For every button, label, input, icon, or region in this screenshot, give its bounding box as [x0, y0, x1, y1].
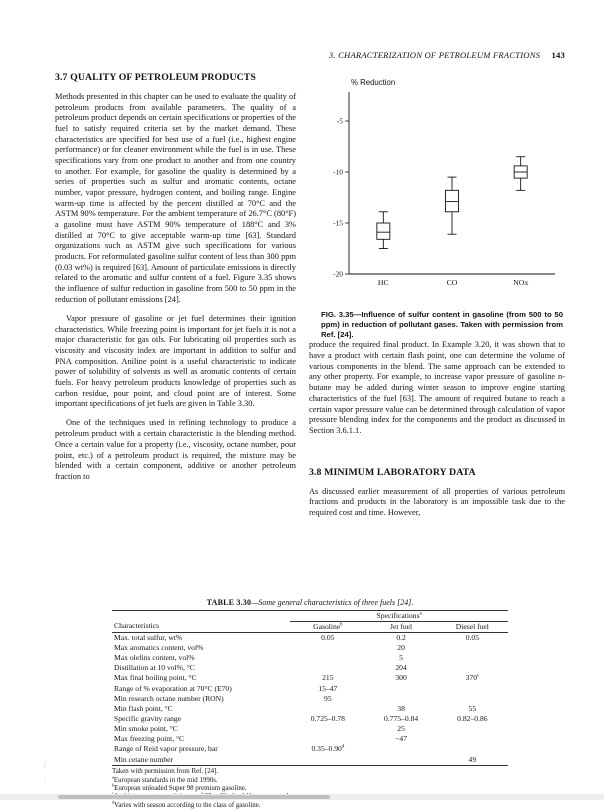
table-cell: Max olefins content, vol% [114, 653, 195, 663]
column-header: Characteristics [112, 622, 290, 633]
table-cell: −47 [395, 734, 408, 744]
table-cell: 215 [322, 673, 334, 683]
table-row [112, 654, 508, 664]
body-paragraph: Vapor pressure of gasoline or jet fuel determines their ignition characteristics. While freezing point is important for jet fuels it is not a major characteristic for gas oils. For lubricating oil properties such as viscosity and viscosity index are important in addition to sulfur and PNA composition. Aniline point is a useful characteristic to indicate power of solubility of solvents as well as aromatic contents of certain fuels. For heavy petroleum products knowledge of properties such as carbon residue, pour point, and cloud point are of interest. Some important specifications of jet fuels are given in Table 3.30. [55, 313, 296, 409]
body-paragraph: As discussed earlier measurement of all properties of various petroleum fractions and products in the laboratory is an impossible task due to the required cost and time. However, [309, 486, 565, 517]
table-body [112, 633, 508, 766]
y-axis-label: % Reduction [351, 78, 396, 87]
box-plot-CO [446, 177, 459, 234]
table-cell [437, 745, 508, 755]
table-cell: 0.2 [396, 632, 406, 642]
table-cell [437, 654, 508, 664]
table-cell [365, 684, 436, 694]
table-cell: Max aromatics content, vol% [114, 643, 204, 653]
fig-3-35-chart [309, 72, 561, 306]
footnote: $^b$European unleaded Super 98 premium gasoline. [112, 782, 247, 792]
table-cell: 49 [437, 755, 508, 766]
table-cell: Max freezing point, °C [114, 734, 185, 744]
section-3-8-heading: 3.8 MINIMUM LABORATORY DATA [309, 466, 476, 478]
table-cell [437, 684, 508, 694]
figure-3-35 [309, 72, 565, 340]
column-header: Jet fuel [365, 622, 436, 633]
table-cell: 0.05 [465, 632, 479, 642]
table-cell: Max. total sulfur, wt% [114, 632, 183, 642]
table-cell [290, 704, 365, 714]
table-cell: 55 [468, 703, 477, 713]
table-number-label: TABLE 3.30 [206, 598, 252, 607]
y-tick-label: -15 [333, 218, 343, 228]
footnote: $^d$Varies with season according to the class of gasoline. [112, 799, 261, 809]
table-cell [437, 694, 508, 704]
table-cell: 370$^c$ [465, 673, 480, 683]
table-cell [290, 755, 365, 766]
scrollbar-thumb[interactable] [58, 795, 330, 799]
table-cell: 0.05 [321, 632, 335, 642]
table-cell: Specific gravity range [114, 714, 182, 723]
table-cell: Min cetane number [112, 755, 290, 766]
table-cell [365, 694, 436, 704]
table-title [55, 598, 565, 607]
table-row [112, 745, 508, 755]
body-paragraph: One of the techniques used in refining technology to produce a petroleum product with a certain characteristic is the blending method. Once a certain value for a property (i.e., viscosity, octane number, pour point, etc.) of a petroleum product is required, the mixture may be blended with a certain component, additive or another petroleum fraction to [55, 418, 296, 481]
table-cell: 0.82–0.86 [457, 714, 488, 723]
table-row [112, 694, 508, 704]
table-cell [290, 735, 365, 745]
body-paragraph: produce the required final product. In Example 3.20, it was shown that to have a product with certain flash point, one can determine the volume of various components in the blend. The same approach can be extended to any other property. For example, to increase vapor pressure of gasoline n-butane may be added during winter season to improve engine starting characteristics of the fuel [63]. The amount of required butane to reach a certain vapor pressure value can be determined through calculation of vapor pressure blending index for the components and the product as discussed in Section 3.6.1.1. [309, 340, 565, 435]
y-tick-label: -10 [333, 167, 343, 177]
left-column [55, 72, 296, 527]
table-head [112, 611, 508, 633]
table-row [112, 735, 508, 745]
category-label: NOx [513, 278, 529, 287]
table-cell: Min flash point, °C [114, 703, 173, 713]
fuels-characteristics-table [112, 610, 508, 766]
column-header: Diesel fuel [437, 622, 508, 633]
table-title-text: —Some general characteristics of three fuels [24]. [251, 598, 414, 607]
table-cell: 204 [395, 663, 407, 673]
y-tick-label: -20 [333, 269, 343, 279]
figure-caption: FIG. 3.35—Influence of sulfur content in gasoline (from 500 to 50 ppm) in reduction of pollutant gases. Taken with permission from Ref. [24]. [321, 310, 563, 340]
page-number: 143 [551, 50, 565, 60]
table-cell: 95 [324, 693, 332, 703]
table-cell [437, 643, 508, 653]
y-tick-label: -5 [336, 116, 343, 126]
body-paragraph: Methods presented in this chapter can be used to evaluate the quality of petroleum products from available parameters. The quality of a petroleum product depends on certain specifications or properties of the fuel to satisfy required criteria set by the market demand. These characteristics are specified for best use of a fuel (i.e., highest engine performance) or for cleaner environment while the fuel is in use. These specifications vary from one product to another and from one country to another. For example, for gasoline the quality is determined by a series of properties such as sulfur and aromatic contents, octane number, vapor pressure, hydrogen content, and boiling range. Engine warm-up time is affected by the percent distilled at 70°C and the ASTM 90% temperature. For the ambient temperature of 26.7°C (80°F) a gasoline must have ASTM 90% temperature of 188°C and 3% distilled at 70°C to give acceptable warm-up time [63]. Standard organizations such as ASTM give such specifications for various products. For reformulated gasoline sulfur content of less than 300 ppm (0.03 wt%) is required [63]. Amount of particulate emissions is directly related to the aromatic and sulfur content of a fuel. Figure 3.35 shows the influence of sulfur reduction in gasoline from 500 to 50 ppm in the reduction of pollutant emissions [24]. [55, 92, 296, 304]
table-cell [290, 725, 365, 735]
spanning-header: Specifications$^a$ [290, 611, 508, 622]
table-cell: 0.725–0.78 [310, 714, 345, 723]
table-cell: 38 [397, 703, 405, 713]
column-header: Gasoline$^b$ [290, 622, 365, 633]
table-row [112, 643, 508, 653]
table-row [112, 684, 508, 694]
horizontal-scrollbar[interactable] [0, 794, 604, 800]
table-cell: 300 [395, 673, 407, 683]
table-corner [112, 611, 290, 622]
category-label: HC [377, 278, 389, 287]
box-plot-HC [377, 212, 390, 249]
footnote: $^a$European standards in the mid 1990s. [112, 774, 218, 784]
table-cell [437, 725, 508, 735]
table-row [112, 704, 508, 714]
table-row [112, 664, 508, 674]
scan-artifact: j [44, 760, 46, 768]
table-cell: 0.35–0.90$^d$ [311, 744, 345, 754]
table-footnotes [112, 768, 508, 810]
table-row [112, 674, 508, 684]
table-row [112, 725, 508, 735]
scan-artifact: ; [44, 774, 46, 782]
table-row [112, 755, 508, 766]
right-column [309, 72, 565, 527]
table-cell: Max final boiling point, °C [114, 673, 197, 683]
table-cell [290, 664, 365, 674]
table-cell: 5 [399, 653, 403, 663]
table-cell: Range of % evaporation at 70°C (E70) [114, 683, 232, 693]
table-cell: Min research octane number (RON) [114, 693, 224, 703]
table-cell: Distillation at 10 vol%, °C [114, 663, 195, 673]
table-cell: 15–47 [318, 683, 338, 693]
table-cell: Min smoke point, °C [114, 724, 178, 734]
running-header [55, 50, 565, 60]
table-cell: Range of Reid vapor pressure, bar [114, 744, 218, 754]
table-row [112, 714, 508, 724]
table-cell [437, 664, 508, 674]
running-header-title: 3. CHARACTERIZATION OF PETROLEUM FRACTIONS [328, 50, 541, 60]
table-cell: 0.775–0.84 [383, 714, 419, 723]
table-cell: 25 [397, 724, 405, 734]
table-cell: 20 [397, 643, 405, 653]
box-plot-NOx [514, 157, 527, 191]
table-3-30-block [55, 598, 565, 810]
table-cell [290, 643, 365, 653]
category-label: CO [446, 278, 458, 287]
two-column-layout [55, 72, 565, 527]
table-cell [290, 654, 365, 664]
table-row [112, 633, 508, 644]
section-3-7-heading: 3.7 QUALITY OF PETROLEUM PRODUCTS [55, 72, 256, 83]
footnote: Taken with permission from Ref. [24]. [112, 768, 219, 776]
table-cell [365, 755, 436, 766]
table-cell [437, 735, 508, 745]
table-cell [365, 745, 436, 755]
